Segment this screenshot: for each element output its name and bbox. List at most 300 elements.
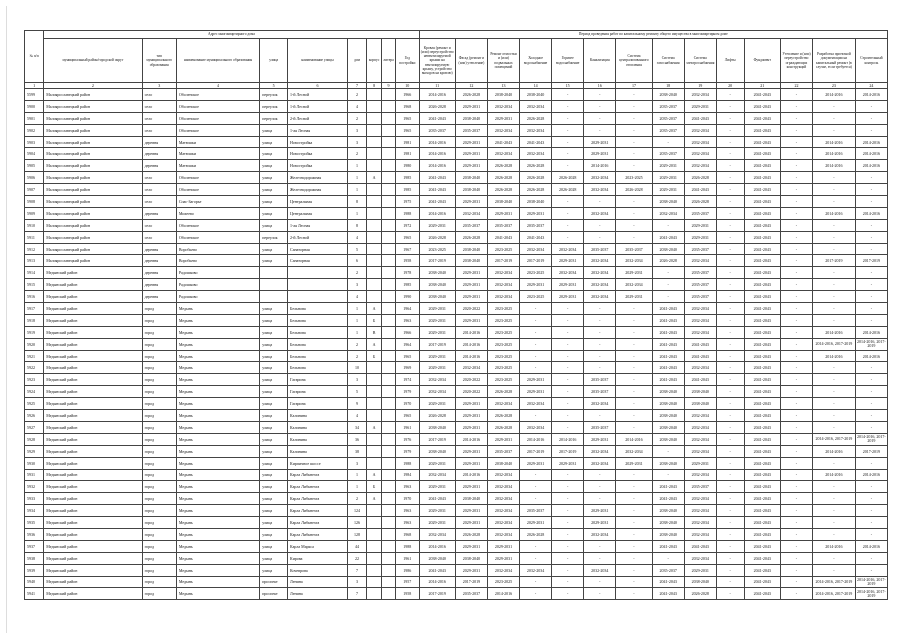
table-cell: 1965: [396, 410, 420, 422]
table-cell: [367, 445, 382, 457]
table-cell: Медынь: [176, 303, 259, 315]
table-cell: -: [855, 100, 887, 112]
table-cell: 5: [347, 243, 366, 255]
table-cell: 2029-2031: [455, 314, 487, 326]
table-cell: переулок: [260, 89, 288, 101]
table-cell: -: [780, 267, 812, 279]
table-cell: Медынский район: [44, 517, 142, 529]
table-cell: 2041-2043: [744, 398, 780, 410]
table-cell: 2029-2031: [455, 148, 487, 160]
table-cell: -: [716, 172, 744, 184]
table-cell: 2014-2016: [855, 540, 887, 552]
table-cell: 5919: [25, 326, 44, 338]
table-cell: -: [716, 303, 744, 315]
table-cell: -: [584, 326, 616, 338]
table-cell: Кирова: [288, 552, 348, 564]
table-cell: 2041-2043: [744, 184, 780, 196]
table-cell: -: [520, 469, 552, 481]
table-cell: А: [367, 172, 382, 184]
table-cell: 2023-2025: [487, 303, 519, 315]
table-cell: -: [780, 421, 812, 433]
table-cell: -: [552, 552, 584, 564]
table-cell: Гагарина: [288, 398, 348, 410]
table-cell: 2041-2043: [744, 362, 780, 374]
table-cell: 5927: [25, 421, 44, 433]
table-cell: -: [584, 196, 616, 208]
table-cell: -: [780, 255, 812, 267]
table-cell: Гагарина: [288, 386, 348, 398]
table-cell: Медынь: [176, 314, 259, 326]
table-cell: [367, 576, 382, 588]
table-cell: 2041-2043: [419, 184, 455, 196]
table-cell: город: [142, 540, 176, 552]
table-cell: [382, 243, 396, 255]
col-header-15: Горячее водоснабжение: [552, 39, 584, 83]
table-cell: [367, 255, 382, 267]
table-cell: 2026-2028: [552, 184, 584, 196]
table-cell: [367, 505, 382, 517]
table-cell: -: [813, 528, 856, 540]
table-cell: 2020-2022: [455, 386, 487, 398]
table-cell: 36: [347, 433, 366, 445]
table-cell: 2032-2034: [584, 528, 616, 540]
table-cell: [382, 219, 396, 231]
table-cell: -: [716, 350, 744, 362]
table-row: [25, 588, 888, 600]
table-cell: 2023-2025: [487, 362, 519, 374]
table-cell: [367, 433, 382, 445]
table-cell: улица: [260, 552, 288, 564]
table-cell: [367, 552, 382, 564]
table-cell: Михеево: [176, 207, 259, 219]
table-cell: 2026-2028: [684, 196, 716, 208]
table-cell: Радошково: [176, 267, 259, 279]
table-cell: -: [716, 231, 744, 243]
table-cell: 2020-2022: [455, 374, 487, 386]
table-cell: [367, 207, 382, 219]
table-cell: -: [520, 303, 552, 315]
table-cell: 2041-2043: [684, 112, 716, 124]
table-cell: -: [813, 410, 856, 422]
table-cell: 5: [347, 386, 366, 398]
table-cell: 1965: [396, 112, 420, 124]
table-cell: 5939: [25, 564, 44, 576]
col-number-6: 6: [288, 83, 348, 89]
table-cell: 2: [347, 338, 366, 350]
table-cell: [382, 160, 396, 172]
table-cell: [382, 148, 396, 160]
table-cell: -: [813, 112, 856, 124]
table-cell: 1975: [396, 196, 420, 208]
table-cell: Малоярославецкий район: [44, 160, 142, 172]
table-cell: 2: [347, 493, 366, 505]
table-cell: Бельнова: [288, 338, 348, 350]
table-cell: -: [855, 243, 887, 255]
table-cell: улица: [260, 421, 288, 433]
repair-schedule-table: [24, 30, 888, 600]
table-cell: 2029-2031: [455, 540, 487, 552]
table-cell: 2032-2034: [520, 398, 552, 410]
table-cell: 2041-2043: [744, 231, 780, 243]
table-cell: 1-ая Лесная: [288, 124, 348, 136]
table-cell: -: [552, 481, 584, 493]
table-cell: улица: [260, 564, 288, 576]
table-cell: -: [855, 112, 887, 124]
table-cell: Воробьево: [176, 255, 259, 267]
table-cell: -: [616, 338, 652, 350]
table-row: [25, 433, 888, 445]
table-cell: -: [813, 124, 856, 136]
table-cell: 5938: [25, 552, 44, 564]
table-row: [25, 326, 888, 338]
table-cell: 2032-2034: [419, 469, 455, 481]
table-cell: -: [813, 398, 856, 410]
col-number-20: 20: [716, 83, 744, 89]
table-cell: 2029-2031: [419, 350, 455, 362]
table-cell: [367, 291, 382, 303]
table-cell: [367, 540, 382, 552]
table-row: [25, 279, 888, 291]
table-cell: Железнодорожная: [288, 184, 348, 196]
table-cell: 2017-2019: [855, 255, 887, 267]
table-cell: 1970: [396, 493, 420, 505]
table-cell: 2035-2037: [584, 386, 616, 398]
col-header-5: улица: [260, 39, 288, 83]
table-cell: 2029-2031: [455, 505, 487, 517]
table-cell: 2014-2016, 2017-2019: [857, 588, 886, 598]
table-cell: Медынь: [176, 433, 259, 445]
table-cell: -: [855, 398, 887, 410]
table-cell: 2041-2043: [744, 100, 780, 112]
table-cell: 2032-2034: [616, 445, 652, 457]
table-cell: улица: [260, 160, 288, 172]
table-cell: 2032-2034: [487, 398, 519, 410]
table-cell: [367, 160, 382, 172]
table-cell: -: [855, 457, 887, 469]
table-cell: А: [367, 421, 382, 433]
table-cell: -: [855, 552, 887, 564]
table-cell: 1963: [396, 505, 420, 517]
table-cell: 5937: [25, 540, 44, 552]
table-cell: -: [716, 207, 744, 219]
table-cell: Бельнова: [288, 303, 348, 315]
table-cell: Малоярославецкий район: [44, 184, 142, 196]
table-cell: Бельнова: [288, 326, 348, 338]
col-number-4: 4: [176, 83, 259, 89]
table-cell: 2032-2034: [684, 160, 716, 172]
table-cell: 2023-2025: [487, 326, 519, 338]
table-cell: 2038-2040: [520, 196, 552, 208]
table-cell: -: [716, 100, 744, 112]
table-cell: Санаторная: [288, 243, 348, 255]
table-row: [25, 493, 888, 505]
table-cell: 5928: [25, 433, 44, 445]
table-cell: 2032-2034: [487, 528, 519, 540]
table-cell: 2041-2043: [684, 350, 716, 362]
table-cell: 1961: [396, 552, 420, 564]
table-cell: 2035-2037: [652, 148, 684, 160]
table-cell: -: [813, 279, 856, 291]
table-cell: 1958: [396, 255, 420, 267]
table-cell: 2041-2043: [744, 314, 780, 326]
table-cell: улица: [260, 457, 288, 469]
table-cell: -: [552, 528, 584, 540]
table-cell: город: [142, 588, 176, 600]
table-cell: 2032-2034: [684, 493, 716, 505]
table-cell: -: [652, 136, 684, 148]
table-row: [25, 243, 888, 255]
table-row: [25, 445, 888, 457]
table-cell: [367, 279, 382, 291]
table-cell: Медынский район: [44, 279, 142, 291]
table-cell: Малоярославецкий район: [44, 100, 142, 112]
table-cell: улица: [260, 136, 288, 148]
table-cell: 5934: [25, 505, 44, 517]
table-cell: 2038-2040: [652, 196, 684, 208]
col-number-3: 3: [142, 83, 176, 89]
table-cell: Малоярославецкий район: [44, 196, 142, 208]
table-cell: 1986: [396, 564, 420, 576]
table-cell: Карла Либкнехта: [288, 469, 348, 481]
table-cell: -: [584, 112, 616, 124]
table-cell: -: [780, 303, 812, 315]
table-cell: -: [716, 136, 744, 148]
table-cell: 2026-2028: [455, 89, 487, 101]
table-cell: [382, 172, 396, 184]
table-row: [25, 207, 888, 219]
table-cell: 2038-2040: [652, 421, 684, 433]
table-cell: -: [716, 374, 744, 386]
table-cell: 2023-2025: [616, 172, 652, 184]
table-cell: переулок: [260, 100, 288, 112]
table-cell: 2014-2016, 2017-2019: [813, 433, 856, 445]
table-cell: -: [780, 493, 812, 505]
table-cell: -: [780, 100, 812, 112]
table-row: [25, 540, 888, 552]
table-cell: 1980: [396, 160, 420, 172]
table-cell: 2035-2037: [455, 124, 487, 136]
table-cell: [367, 124, 382, 136]
table-cell: -: [652, 469, 684, 481]
table-cell: 2029-2031: [584, 148, 616, 160]
table-cell: -: [552, 160, 584, 172]
table-cell: 1974: [396, 374, 420, 386]
table-cell: 2: [347, 350, 366, 362]
table-cell: 2023-2025: [487, 350, 519, 362]
table-cell: 38: [347, 445, 366, 457]
table-cell: Медынь: [176, 374, 259, 386]
col-header-16: Канализация: [584, 39, 616, 83]
table-row: [25, 410, 888, 422]
table-cell: село: [142, 184, 176, 196]
table-cell: [367, 112, 382, 124]
table-cell: 2014-2016: [855, 136, 887, 148]
table-cell: 8: [347, 219, 366, 231]
table-cell: 2026-2028: [616, 184, 652, 196]
table-cell: 3: [347, 124, 366, 136]
table-cell: 2032-2034: [487, 100, 519, 112]
table-cell: 2032-2034: [684, 421, 716, 433]
table-cell: 2035-2037: [684, 481, 716, 493]
table-cell: 2029-2031: [652, 172, 684, 184]
table-cell: -: [552, 469, 584, 481]
table-cell: 2041-2043: [744, 219, 780, 231]
table-cell: 2029-2031: [419, 481, 455, 493]
table-cell: 1967: [396, 243, 420, 255]
table-cell: [382, 303, 396, 315]
table-cell: 2032-2034: [684, 314, 716, 326]
table-cell: 2029-2031: [552, 291, 584, 303]
table-cell: Б: [367, 481, 382, 493]
table-cell: Медынский район: [44, 374, 142, 386]
table-cell: 2014-2016, 2017-2019: [857, 576, 886, 586]
table-cell: -: [855, 291, 887, 303]
table-cell: -: [616, 350, 652, 362]
table-cell: -: [780, 124, 812, 136]
table-cell: 2035-2037: [684, 243, 716, 255]
table-cell: город: [142, 445, 176, 457]
table-cell: -: [813, 505, 856, 517]
table-cell: -: [616, 410, 652, 422]
table-cell: 2038-2040: [419, 267, 455, 279]
table-cell: Медынский район: [44, 469, 142, 481]
table-cell: город: [142, 421, 176, 433]
table-cell: Оболенское: [176, 231, 259, 243]
table-cell: 2041-2043: [744, 469, 780, 481]
table-cell: 2029-2031: [520, 207, 552, 219]
table-cell: 2032-2034: [684, 552, 716, 564]
table-cell: город: [142, 469, 176, 481]
table-cell: 1988: [396, 540, 420, 552]
table-cell: город: [142, 350, 176, 362]
table-cell: 2041-2043: [744, 588, 780, 600]
table-cell: 2032-2034: [684, 528, 716, 540]
table-cell: [382, 112, 396, 124]
table-cell: 2035-2037: [652, 100, 684, 112]
table-cell: 2026-2028: [487, 421, 519, 433]
table-cell: -: [552, 374, 584, 386]
table-cell: 2029-2031: [684, 219, 716, 231]
table-cell: -: [780, 374, 812, 386]
table-cell: -: [616, 148, 652, 160]
table-cell: 2029-2031: [455, 445, 487, 457]
table-cell: 2014-2016: [419, 136, 455, 148]
table-cell: 1965: [396, 124, 420, 136]
table-cell: 1964: [396, 303, 420, 315]
table-cell: -: [716, 540, 744, 552]
table-row: [25, 231, 888, 243]
table-cell: -: [616, 89, 652, 101]
table-cell: -: [552, 505, 584, 517]
table-cell: деревня: [142, 279, 176, 291]
table-cell: -: [780, 445, 812, 457]
table-cell: 2032-2034: [419, 386, 455, 398]
table-cell: -: [813, 267, 856, 279]
table-cell: 2029-2031: [487, 207, 519, 219]
table-cell: 2026-2028: [419, 410, 455, 422]
col-header-20: Лифты: [716, 39, 744, 83]
table-cell: 2029-2031: [652, 160, 684, 172]
table-cell: -: [780, 160, 812, 172]
table-cell: -: [780, 136, 812, 148]
table-cell: 1: [347, 314, 366, 326]
table-cell: -: [552, 493, 584, 505]
table-cell: 2017-2019: [455, 576, 487, 588]
table-cell: Радошково: [176, 279, 259, 291]
table-cell: 2032-2034: [552, 267, 584, 279]
table-cell: -: [716, 528, 744, 540]
table-cell: 2029-2031: [584, 433, 616, 445]
table-cell: 2029-2031: [584, 136, 616, 148]
table-cell: -: [716, 112, 744, 124]
table-cell: -: [716, 398, 744, 410]
table-cell: 1988: [396, 457, 420, 469]
table-cell: 2041-2043: [744, 517, 780, 529]
table-cell: Медынский район: [44, 433, 142, 445]
table-cell: 2038-2040: [455, 552, 487, 564]
table-cell: -: [813, 552, 856, 564]
table-cell: 1961: [396, 421, 420, 433]
col-number-18: 18: [652, 83, 684, 89]
table-row: [25, 160, 888, 172]
table-cell: -: [520, 350, 552, 362]
table-cell: -: [780, 362, 812, 374]
table-cell: 2029-2031: [455, 136, 487, 148]
table-cell: -: [716, 338, 744, 350]
table-cell: 2041-2043: [744, 112, 780, 124]
table-cell: 128: [347, 528, 366, 540]
table-cell: -: [780, 231, 812, 243]
table-cell: 2029-2031: [419, 303, 455, 315]
table-cell: [382, 564, 396, 576]
table-cell: 2032-2034: [487, 148, 519, 160]
table-cell: город: [142, 505, 176, 517]
table-cell: -: [716, 255, 744, 267]
table-cell: -: [855, 231, 887, 243]
group-header-works: Период проведения работ по капитальному ремонту общего имущества в многоквартирном доме: [419, 31, 887, 39]
table-cell: Центральная: [288, 196, 348, 208]
table-cell: -: [780, 469, 812, 481]
table-cell: 2032-2034: [616, 255, 652, 267]
table-cell: Медынский район: [44, 326, 142, 338]
table-cell: [382, 469, 396, 481]
table-cell: 5923: [25, 374, 44, 386]
table-cell: 2035-2037: [684, 207, 716, 219]
table-cell: 2041-2043: [419, 564, 455, 576]
table-cell: 2032-2034: [584, 457, 616, 469]
table-cell: -: [813, 219, 856, 231]
table-cell: [367, 100, 382, 112]
table-cell: -: [552, 588, 584, 600]
table-cell: 1: [347, 172, 366, 184]
table-cell: Малоярославецкий район: [44, 136, 142, 148]
table-cell: -: [616, 100, 652, 112]
table-cell: [260, 267, 288, 279]
table-cell: 2026-2028: [455, 231, 487, 243]
table-cell: 2014-2016, 2017-2019: [857, 338, 886, 349]
table-cell: Радошково: [176, 291, 259, 303]
table-cell: -: [855, 279, 887, 291]
table-cell: [382, 136, 396, 148]
table-row: [25, 89, 888, 101]
col-header-7: дом: [347, 39, 366, 83]
col-number-24: 24: [855, 83, 887, 89]
col-number-10: 10: [396, 83, 420, 89]
table-cell: село: [142, 112, 176, 124]
table-cell: Малоярославецкий район: [44, 243, 142, 255]
table-cell: 2014-2016: [813, 160, 856, 172]
table-cell: 2032-2034: [584, 279, 616, 291]
